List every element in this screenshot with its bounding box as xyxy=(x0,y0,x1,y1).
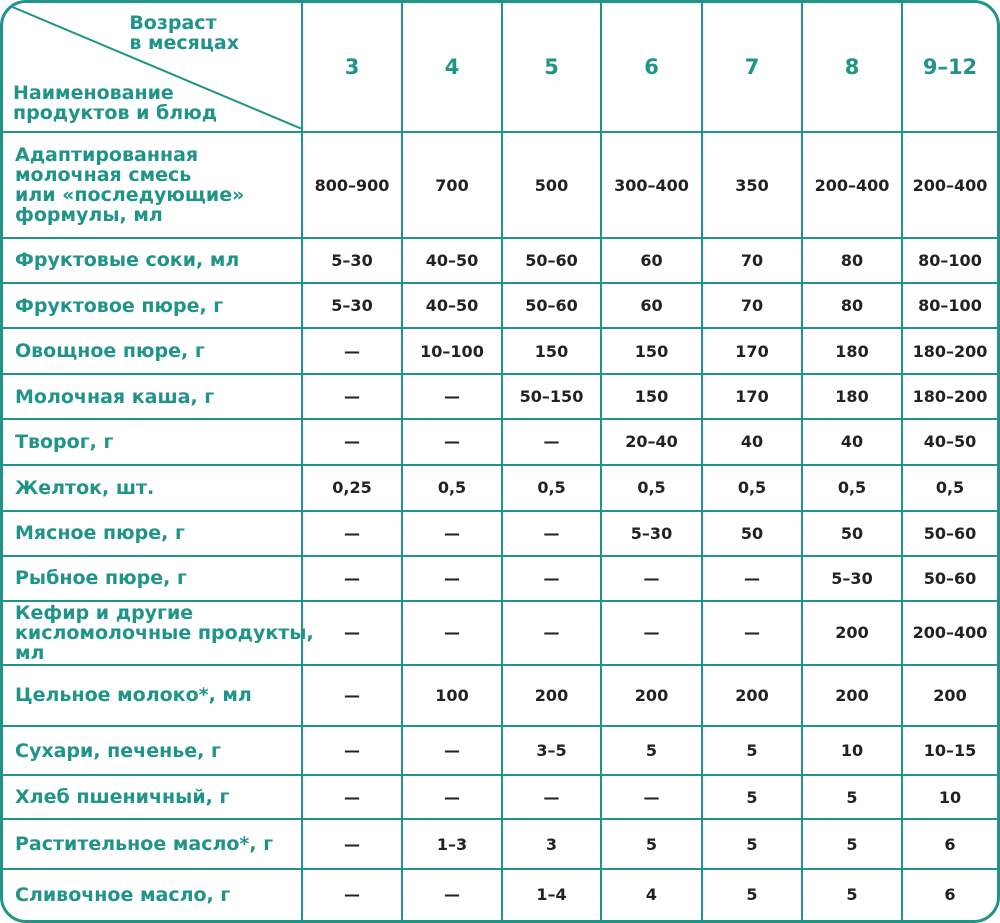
value-cell: 4 xyxy=(601,869,702,920)
value-cell: 200–400 xyxy=(902,132,997,238)
value-cell: — xyxy=(302,556,402,601)
value-cell: 3 xyxy=(502,819,601,868)
value-cell: 200 xyxy=(802,601,902,665)
value-cell: 1–3 xyxy=(402,819,502,868)
product-name-line: Адаптированная xyxy=(15,144,199,167)
product-name-line: Фруктовое пюре, г xyxy=(15,294,224,317)
product-name-cell xyxy=(3,238,302,283)
value-cell: 200 xyxy=(802,665,902,727)
product-name-line: Кефир и другие xyxy=(15,601,194,624)
product-name-line: молочная смесь xyxy=(15,164,192,187)
value-cell: — xyxy=(302,601,402,665)
value-cell: 0,5 xyxy=(802,465,902,511)
value-cell: — xyxy=(702,556,802,601)
product-name-cell xyxy=(3,775,302,819)
age-header-cell: 8 xyxy=(802,3,902,132)
value-cell: 5 xyxy=(802,869,902,920)
table-row xyxy=(3,132,997,238)
value-cell: 6 xyxy=(902,819,997,868)
age-header-cell: 6 xyxy=(601,3,702,132)
value-cell: — xyxy=(601,556,702,601)
value-cell: 5 xyxy=(802,775,902,819)
product-name-cell xyxy=(3,511,302,556)
value-cell: 5 xyxy=(702,726,802,775)
value-cell: 40–50 xyxy=(902,419,997,464)
header-corner-cell xyxy=(3,3,302,132)
product-name-line: Мясное пюре, г xyxy=(15,522,185,545)
product-name-line: Цельное молоко*, мл xyxy=(15,684,252,707)
product-name-cell xyxy=(3,601,314,665)
table-row xyxy=(3,601,997,665)
value-cell: 6 xyxy=(902,869,997,920)
value-cell: — xyxy=(402,775,502,819)
table-row xyxy=(3,419,997,464)
value-cell: 180 xyxy=(802,374,902,419)
product-name-cell xyxy=(3,726,302,775)
value-cell: 20–40 xyxy=(601,419,702,464)
value-cell: — xyxy=(601,601,702,665)
value-cell: 50 xyxy=(802,511,902,556)
value-cell: 50–60 xyxy=(502,283,601,328)
value-cell: 3–5 xyxy=(502,726,601,775)
product-name-line: Сливочное масло, г xyxy=(15,883,231,906)
value-cell: 170 xyxy=(702,328,802,374)
age-header-cell: 9–12 xyxy=(902,3,997,132)
value-cell: 10–15 xyxy=(902,726,997,775)
product-name-line: мл xyxy=(15,641,45,664)
value-cell: 10 xyxy=(902,775,997,819)
table-row xyxy=(3,726,997,775)
product-name-cell xyxy=(3,283,302,328)
value-cell: 40 xyxy=(702,419,802,464)
table-row xyxy=(3,465,997,511)
value-cell: — xyxy=(402,419,502,464)
product-name-cell xyxy=(3,819,302,868)
value-cell: 300–400 xyxy=(601,132,702,238)
value-cell: 40–50 xyxy=(402,238,502,283)
value-cell: — xyxy=(702,601,802,665)
table-row xyxy=(3,819,997,868)
product-name-cell xyxy=(3,328,302,374)
table-row xyxy=(3,869,997,920)
table-row xyxy=(3,665,997,727)
product-name-label: Наименование продуктов и блюд xyxy=(13,82,218,125)
product-name-cell xyxy=(3,465,302,511)
age-header-cell: 7 xyxy=(702,3,802,132)
value-cell: 5 xyxy=(702,869,802,920)
value-cell: 350 xyxy=(702,132,802,238)
value-cell: — xyxy=(302,511,402,556)
value-cell: 0,5 xyxy=(402,465,502,511)
value-cell: 200–400 xyxy=(802,132,902,238)
value-cell: 5 xyxy=(702,775,802,819)
table-row xyxy=(3,374,997,419)
value-cell: 5 xyxy=(601,819,702,868)
value-cell: — xyxy=(502,511,601,556)
value-cell: 5 xyxy=(601,726,702,775)
age-header-cell: 5 xyxy=(502,3,601,132)
product-name-line: Рыбное пюре, г xyxy=(15,567,187,590)
value-cell: 180–200 xyxy=(902,328,997,374)
value-cell: 10–100 xyxy=(402,328,502,374)
value-cell: — xyxy=(302,775,402,819)
value-cell: — xyxy=(402,374,502,419)
product-name-cell xyxy=(3,665,302,727)
product-name-cell xyxy=(3,132,302,238)
product-name-line: Желток, шт. xyxy=(15,476,155,499)
value-cell: 800–900 xyxy=(302,132,402,238)
value-cell: 5–30 xyxy=(802,556,902,601)
product-name-line: Овощное пюре, г xyxy=(15,340,205,363)
product-name-line: Творог, г xyxy=(15,430,114,453)
value-cell: 80–100 xyxy=(902,283,997,328)
product-name-cell xyxy=(3,419,302,464)
value-cell: — xyxy=(302,374,402,419)
value-cell: — xyxy=(402,556,502,601)
table-row xyxy=(3,556,997,601)
value-cell: 200 xyxy=(502,665,601,727)
value-cell: 60 xyxy=(601,283,702,328)
value-cell: 700 xyxy=(402,132,502,238)
value-cell: — xyxy=(502,419,601,464)
value-cell: — xyxy=(502,556,601,601)
value-cell: 40 xyxy=(802,419,902,464)
value-cell: — xyxy=(302,328,402,374)
value-cell: 50 xyxy=(702,511,802,556)
value-cell: 70 xyxy=(702,238,802,283)
product-name-cell xyxy=(3,374,302,419)
value-cell: 5–30 xyxy=(302,238,402,283)
value-cell: 50–60 xyxy=(502,238,601,283)
header-row xyxy=(3,3,997,132)
value-cell: 200 xyxy=(702,665,802,727)
value-cell: — xyxy=(302,419,402,464)
value-cell: 150 xyxy=(601,328,702,374)
age-header-cell: 3 xyxy=(302,3,402,132)
value-cell: 40–50 xyxy=(402,283,502,328)
table-row xyxy=(3,511,997,556)
value-cell: 100 xyxy=(402,665,502,727)
value-cell: 500 xyxy=(502,132,601,238)
value-cell: 0,5 xyxy=(702,465,802,511)
value-cell: 0,5 xyxy=(601,465,702,511)
value-cell: 5–30 xyxy=(601,511,702,556)
value-cell: 200–400 xyxy=(902,601,997,665)
value-cell: 50–150 xyxy=(502,374,601,419)
value-cell: 80 xyxy=(802,238,902,283)
value-cell: 50–60 xyxy=(902,556,997,601)
product-name-cell xyxy=(3,869,302,920)
value-cell: 170 xyxy=(702,374,802,419)
product-name-line: или «последующие» xyxy=(15,184,245,207)
value-cell: — xyxy=(402,511,502,556)
value-cell: 0,25 xyxy=(302,465,402,511)
value-cell: — xyxy=(502,775,601,819)
value-cell: — xyxy=(402,726,502,775)
value-cell: 5–30 xyxy=(302,283,402,328)
value-cell: — xyxy=(302,819,402,868)
value-cell: 80 xyxy=(802,283,902,328)
product-name-line: Сухари, печенье, г xyxy=(15,739,221,762)
product-name-line: Хлеб пшеничный, г xyxy=(15,786,230,809)
value-cell: — xyxy=(302,869,402,920)
value-cell: 150 xyxy=(601,374,702,419)
table-row xyxy=(3,283,997,328)
value-cell: 200 xyxy=(601,665,702,727)
product-name-cell xyxy=(3,556,302,601)
value-cell: 200 xyxy=(902,665,997,727)
product-name-line: Растительное масло*, г xyxy=(15,833,274,855)
product-name-line: Фруктовые соки, мл xyxy=(15,249,240,272)
table-row xyxy=(3,238,997,283)
value-cell: 180–200 xyxy=(902,374,997,419)
value-cell: 50–60 xyxy=(902,511,997,556)
value-cell: — xyxy=(402,869,502,920)
value-cell: 1–4 xyxy=(502,869,601,920)
value-cell: 10 xyxy=(802,726,902,775)
value-cell: 5 xyxy=(802,819,902,868)
value-cell: 5 xyxy=(702,819,802,868)
value-cell: 60 xyxy=(601,238,702,283)
value-cell: 180 xyxy=(802,328,902,374)
age-header-cell: 4 xyxy=(402,3,502,132)
value-cell: 80–100 xyxy=(902,238,997,283)
product-name-line: формулы, мл xyxy=(15,204,163,227)
product-name-line: Молочная каша, г xyxy=(15,385,215,408)
product-name-line: кисломолочные продукты, xyxy=(15,621,314,644)
value-cell: 0,5 xyxy=(502,465,601,511)
value-cell: 70 xyxy=(702,283,802,328)
age-label: Возраст в месяцах xyxy=(129,12,239,54)
value-cell: 0,5 xyxy=(902,465,997,511)
table-row xyxy=(3,328,997,374)
value-cell: — xyxy=(302,726,402,775)
value-cell: — xyxy=(601,775,702,819)
value-cell: 150 xyxy=(502,328,601,374)
value-cell: — xyxy=(502,601,601,665)
value-cell: — xyxy=(302,665,402,727)
table-row xyxy=(3,775,997,819)
value-cell: — xyxy=(402,601,502,665)
feeding-schedule-table xyxy=(3,3,997,920)
